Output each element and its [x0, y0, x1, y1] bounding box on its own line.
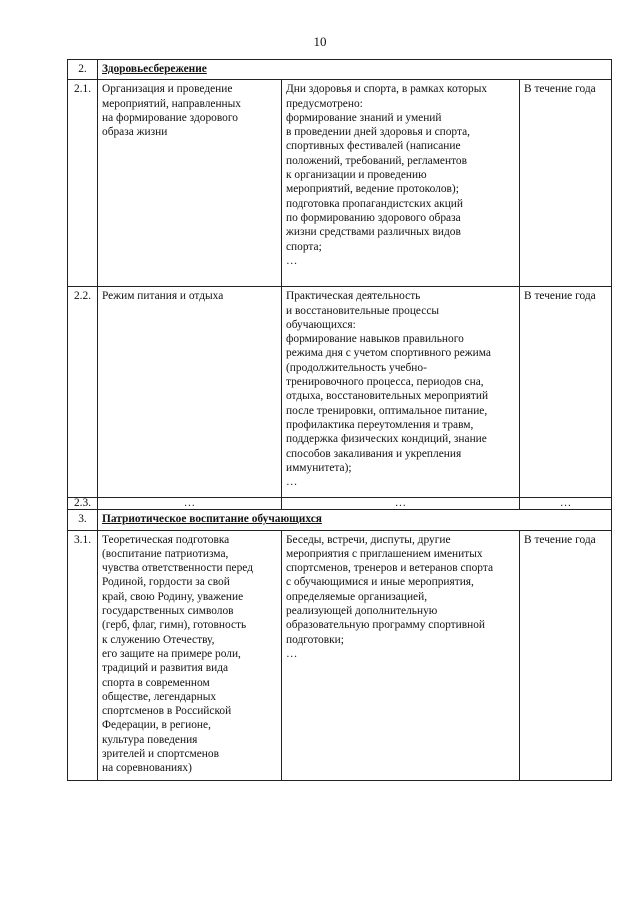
section-header-row: [68, 60, 612, 80]
text-line: положений, требований, регламентов: [286, 154, 467, 167]
text-line: по формированию здорового образа: [286, 211, 461, 224]
text-line: формирование знаний и умений: [286, 111, 442, 124]
text-line: …: [286, 254, 298, 267]
text-line: спорта в современном: [102, 676, 210, 689]
text-line: Родиной, гордости за свой: [102, 576, 230, 589]
text-line: спортсменов в Российской: [102, 705, 232, 718]
activity-period: …: [520, 498, 612, 510]
text-line: обществе, легендарных: [102, 690, 217, 703]
text-line: Беседы, встречи, диспуты, другие: [286, 533, 451, 546]
activity-name: …: [98, 498, 282, 510]
table-row: [68, 498, 612, 510]
text-line: поддержка физических кондиций, знание: [286, 433, 487, 446]
text-line: …: [286, 647, 298, 660]
text-line: его защите на примере роли,: [102, 647, 241, 660]
text-line: спортсменов, тренеров и ветеранов спорта: [286, 562, 494, 575]
row-number: 2.1.: [68, 80, 98, 287]
activity-content: [282, 530, 520, 780]
section-header-row: [68, 510, 612, 530]
text-line: тренировочного процесса, периодов сна,: [286, 376, 484, 389]
text-line: чувства ответственности перед: [102, 562, 254, 575]
text-line: реализующей дополнительную: [286, 605, 438, 618]
text-line: Практическая деятельность: [286, 290, 421, 303]
activity-content: …: [282, 498, 520, 510]
activity-period: В течение года: [520, 530, 612, 780]
text-line: подготовки;: [286, 633, 344, 646]
text-line: определяемые организацией,: [286, 590, 428, 603]
text-line: Федерации, в регионе,: [102, 719, 211, 732]
text-line: мероприятий, направленных: [102, 97, 242, 110]
text-line: спортивных фестивалей (написание: [286, 140, 461, 153]
text-line: с обучающимися и иные мероприятия,: [286, 576, 474, 589]
text-line: государственных символов: [102, 605, 234, 618]
section-number: 3.: [68, 510, 98, 530]
text-line: край, свою Родину, уважение: [102, 590, 244, 603]
text-line: жизни средствами различных видов: [286, 226, 461, 239]
text-line: предусмотрено:: [286, 97, 363, 110]
text-line: традиций и развития вида: [102, 662, 229, 675]
text-line: (герб, флаг, гимн), готовность: [102, 619, 247, 632]
text-line: к организации и проведению: [286, 169, 427, 182]
text-line: на формирование здорового: [102, 111, 238, 124]
text-line: после тренировки, оптимальное питание,: [286, 404, 488, 417]
table-row: [68, 530, 612, 780]
row-number: 2.2.: [68, 287, 98, 498]
row-number: 2.3.: [68, 498, 98, 510]
text-line: в проведении дней здоровья и спорта,: [286, 126, 470, 139]
text-line: на соревнованиях): [102, 762, 192, 775]
text-line: формирование навыков правильного: [286, 333, 464, 346]
text-line: и восстановительные процессы: [286, 304, 440, 317]
text-line: спорта;: [286, 240, 322, 253]
activity-name: [98, 80, 282, 287]
activity-period: В течение года: [520, 80, 612, 287]
text-line: культура поведения: [102, 733, 198, 746]
activity-content: [282, 80, 520, 287]
text-line: иммунитета);: [286, 461, 352, 474]
text-line: мероприятия с приглашением именитых: [286, 547, 483, 560]
section-number: 2.: [68, 60, 98, 80]
text-line: образа жизни: [102, 126, 168, 139]
text-line: Режим питания и отдыха: [102, 290, 224, 303]
section-title: Патриотическое воспитание обучающихся: [98, 510, 612, 530]
text-line: Дни здоровья и спорта, в рамках которых: [286, 83, 488, 96]
text-line: профилактика переутомления и травм,: [286, 418, 474, 431]
text-line: (продолжительность учебно-: [286, 361, 427, 374]
text-line: Организация и проведение: [102, 83, 233, 96]
text-line: мероприятий, ведение протоколов);: [286, 183, 459, 196]
activity-period: В течение года: [520, 287, 612, 498]
text-line: …: [286, 476, 298, 489]
table-row: [68, 80, 612, 287]
text-line: зрителей и спортсменов: [102, 748, 219, 761]
text-line: подготовка пропагандистских акций: [286, 197, 463, 210]
text-line: (воспитание патриотизма,: [102, 547, 229, 560]
row-number: 3.1.: [68, 530, 98, 780]
text-line: режима дня с учетом спортивного режима: [286, 347, 491, 360]
activity-name: [98, 530, 282, 780]
activity-content: [282, 287, 520, 498]
text-line: к служению Отечеству,: [102, 633, 215, 646]
text-line: обучающихся:: [286, 318, 356, 331]
section-title: Здоровьесбережение: [98, 60, 612, 80]
text-line: образовательную программу спортивной: [286, 619, 486, 632]
activity-name: [98, 287, 282, 498]
text-line: Теоретическая подготовка: [102, 533, 230, 546]
text-line: отдыха, восстановительных мероприятий: [286, 390, 489, 403]
page-number: 10: [313, 34, 327, 49]
text-line: способов закаливания и укрепления: [286, 447, 462, 460]
plan-table: [67, 59, 612, 781]
table-row: [68, 287, 612, 498]
